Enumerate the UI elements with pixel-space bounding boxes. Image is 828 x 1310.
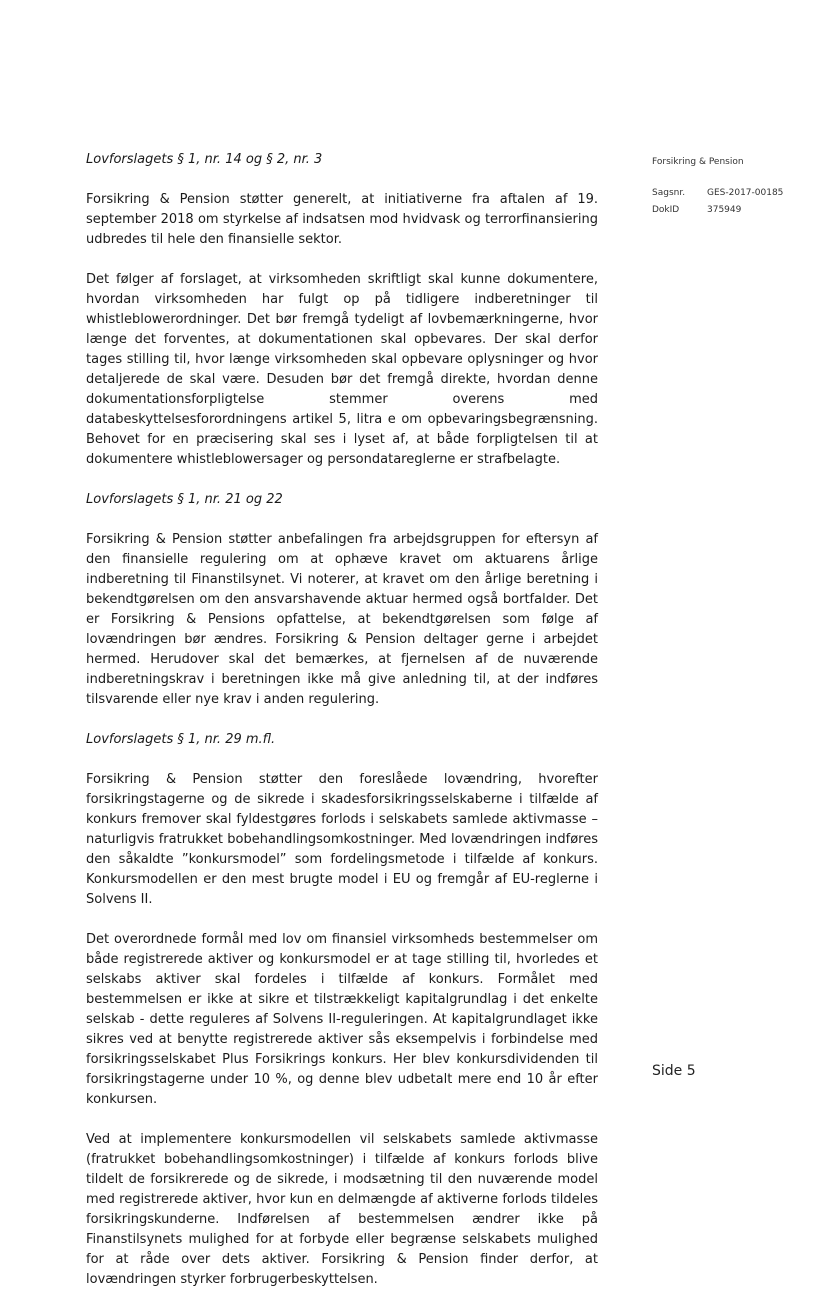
organization-name: Forsikring & Pension (652, 157, 744, 167)
paragraph: Forsikring & Pension støtter anbefalingen fra arbejdsgruppen for eftersyn af den finansielle regulering om at ophæve kravet om aktuarens årlige indberetning til Finanstilsynet. Vi noterer, at kravet om den årlige beretning i bekendtgørelsen om den ansvarshavende aktuar hermed også bortfalder. Det er Forsikring & Pensions opfattelse, at bekendtgørelsen som følge af lovændringen bør ændres. Forsikring & Pension deltager gerne i arbejdet hermed. Herudover skal det bemærkes, at fjernelsen af de nuværende indberetningskrav i beretningen ikke må give anledning til, at der indføres tilsvarende eller nye krav i anden regulering. (86, 532, 598, 707)
meta-value: GES-2017-00185 (707, 188, 784, 198)
meta-row-doc-id (652, 202, 812, 219)
meta-key: Sagsnr. (652, 188, 686, 198)
paragraph: Forsikring & Pension støtter generelt, at initiativerne fra aftalen af 19. september 2018 om styrkelse af indsatsen mod hvidvask og terrorfinansiering udbredes til hele den finansielle sektor. (86, 192, 598, 247)
document-sidebar (652, 154, 812, 219)
paragraph: Det overordnede formål med lov om finansiel virksomheds bestemmelser om både registrerede aktiver og konkursmodel er at tage stilling til, hvorledes et selskabs aktiver skal fordeles i tilfælde af konkurs. Formålet med bestemmelsen er ikke at sikre et tilstrækkeligt kapitalgrundlag i det enkelte selskab - dette reguleres af Solvens II-reguleringen. At kapitalgrundlaget ikke sikres ved at benytte registrerede aktiver sås eksempelvis i forbindelse med forsikringsselskabet Plus Forsikrings konkurs. Her blev konkursdividenden til forsikringstagerne under 10 %, og denne blev udbetalt mere end 10 år efter konkursen. (86, 932, 598, 1107)
meta-value: 375949 (707, 205, 742, 215)
document-body (86, 150, 598, 1310)
page-number: Side 5 (652, 1063, 696, 1079)
paragraph: Det følger af forslaget, at virksomheden skriftligt skal kunne dokumentere, hvordan virksomheden har fulgt op på tidligere indberetninger til whistleblowerordninger. Det bør fremgå tydeligt af lovbemærkningerne, hvor længe det forventes, at dokumentationen skal opbevares. Der skal derfor tages stilling til, hvor længe virksomheden skal opbevare oplysninger og hvor detaljerede de skal være. Desuden bør det fremgå direkte, hvordan denne dokumentationsforpligtelse stemmer overens med databeskyttelsesforordningens artikel 5, litra e om opbevaringsbegrænsning. Behovet for en præcisering skal ses i lyset af, at både forpligtelsen til at dokumentere whistleblowersager og persondatareglerne er strafbelagte. (86, 272, 598, 467)
meta-row-case-number (652, 185, 812, 202)
meta-key: DokID (652, 205, 680, 215)
section-heading: Lovforslagets § 1, nr. 21 og 22 (86, 492, 283, 507)
section-heading: Lovforslagets § 1, nr. 14 og § 2, nr. 3 (86, 152, 323, 167)
paragraph: Ved at implementere konkursmodellen vil selskabets samlede aktivmasse (fratrukket bobehandlingsomkostninger) i tilfælde af konkurs forlods blive tildelt de forsikrerede og de sikrede, i modsætning til den nuværende model med registrerede aktiver, hvor kun en delmængde af aktiverne forlods tildeles forsikringskunderne. Indførelsen af bestemmelsen ændrer ikke på Finanstilsynets mulighed for at forbyde eller begrænse selskabets mulighed for at råde over dets aktiver. Forsikring & Pension finder derfor, at lovændringen styrker forbrugerbeskyttelsen. (86, 1132, 598, 1287)
section-heading: Lovforslagets § 1, nr. 29 m.fl. (86, 732, 276, 747)
paragraph: Forsikring & Pension støtter den foreslåede lovændring, hvorefter forsikringstagerne og de sikrede i skadesforsikringsselskaberne i tilfælde af konkurs fremover skal fyldestgøres forlods i selskabets samlede aktivmasse – naturligvis fratrukket bobehandlingsomkostninger. Med lovændringen indføres den såkaldte ”konkursmodel” som fordelingsmetode i tilfælde af konkurs. Konkursmodellen er den mest brugte model i EU og fremgår af EU-reglerne i Solvens II. (86, 772, 598, 907)
